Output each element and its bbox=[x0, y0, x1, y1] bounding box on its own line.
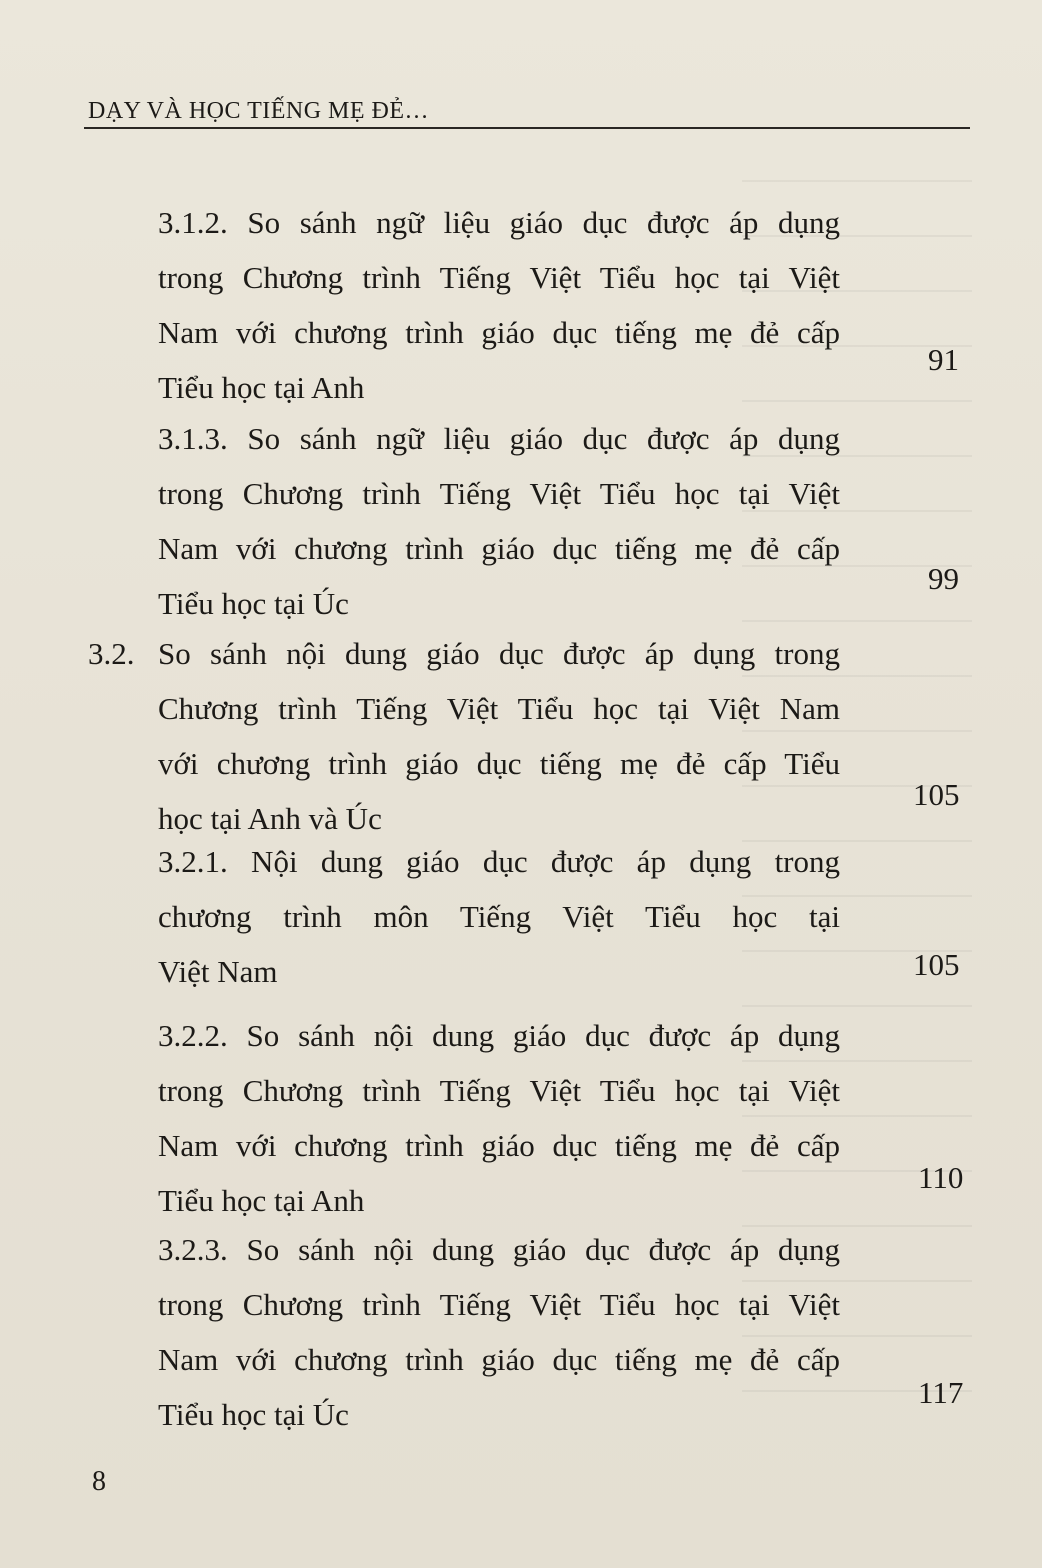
toc-line: 3.2.3. So sánh nội dung giáo dục được áp dụng bbox=[158, 1232, 840, 1267]
toc-page-number: 105 bbox=[913, 947, 960, 982]
toc-line: trong Chương trình Tiếng Việt Tiểu học tại Việt bbox=[158, 1073, 840, 1108]
toc-line: Nam với chương trình giáo dục tiếng mẹ đẻ cấp bbox=[158, 315, 840, 350]
toc-section-number: 3.2. bbox=[88, 636, 135, 671]
folio: 8 bbox=[92, 1466, 106, 1497]
toc-page-number: 105 bbox=[913, 777, 960, 812]
toc-line: trong Chương trình Tiếng Việt Tiểu học tại Việt bbox=[158, 260, 840, 295]
toc-line: học tại Anh và Úc bbox=[158, 801, 382, 836]
toc-line: trong Chương trình Tiếng Việt Tiểu học tại Việt bbox=[158, 476, 840, 511]
toc-page-number: 110 bbox=[918, 1160, 964, 1195]
toc-line: 3.2.1. Nội dung giáo dục được áp dụng trong bbox=[158, 844, 840, 879]
toc-page-number: 99 bbox=[928, 561, 959, 596]
toc-entry-3-2-2 bbox=[158, 1008, 840, 1228]
toc-page-number: 117 bbox=[918, 1375, 964, 1410]
toc-line: với chương trình giáo dục tiếng mẹ đẻ cấp Tiểu bbox=[158, 746, 840, 781]
toc-entry-3-1-2 bbox=[158, 195, 840, 415]
running-header: DẠY VÀ HỌC TIẾNG MẸ ĐẺ… bbox=[88, 98, 430, 124]
toc-entry-3-2-1 bbox=[158, 834, 840, 999]
toc-line: chương trình môn Tiếng Việt Tiểu học tại bbox=[158, 899, 840, 934]
toc-line: 3.1.2. So sánh ngữ liệu giáo dục được áp dụng bbox=[158, 205, 840, 240]
toc-line: trong Chương trình Tiếng Việt Tiểu học tại Việt bbox=[158, 1287, 840, 1322]
toc-page-number: 91 bbox=[928, 342, 959, 377]
toc-entry-3-2 bbox=[158, 626, 840, 846]
toc-line: Nam với chương trình giáo dục tiếng mẹ đẻ cấp bbox=[158, 1128, 840, 1163]
toc-line: Việt Nam bbox=[158, 954, 278, 989]
toc-line: 3.2.2. So sánh nội dung giáo dục được áp dụng bbox=[158, 1018, 840, 1053]
toc-line: Nam với chương trình giáo dục tiếng mẹ đẻ cấp bbox=[158, 531, 840, 566]
toc-line: Nam với chương trình giáo dục tiếng mẹ đẻ cấp bbox=[158, 1342, 840, 1377]
toc-line: Tiểu học tại Úc bbox=[158, 1397, 349, 1432]
toc-line: Tiểu học tại Úc bbox=[158, 586, 349, 621]
toc-entry-3-1-3 bbox=[158, 411, 840, 631]
toc-entry-3-2-3 bbox=[158, 1222, 840, 1442]
toc-line: Chương trình Tiếng Việt Tiểu học tại Việt Nam bbox=[158, 691, 840, 726]
toc-line: Tiểu học tại Anh bbox=[158, 1183, 365, 1218]
toc-line: Tiểu học tại Anh bbox=[158, 370, 365, 405]
toc-line: 3.1.3. So sánh ngữ liệu giáo dục được áp dụng bbox=[158, 421, 840, 456]
toc-line: So sánh nội dung giáo dục được áp dụng trong bbox=[158, 636, 840, 671]
header-rule bbox=[84, 127, 970, 129]
